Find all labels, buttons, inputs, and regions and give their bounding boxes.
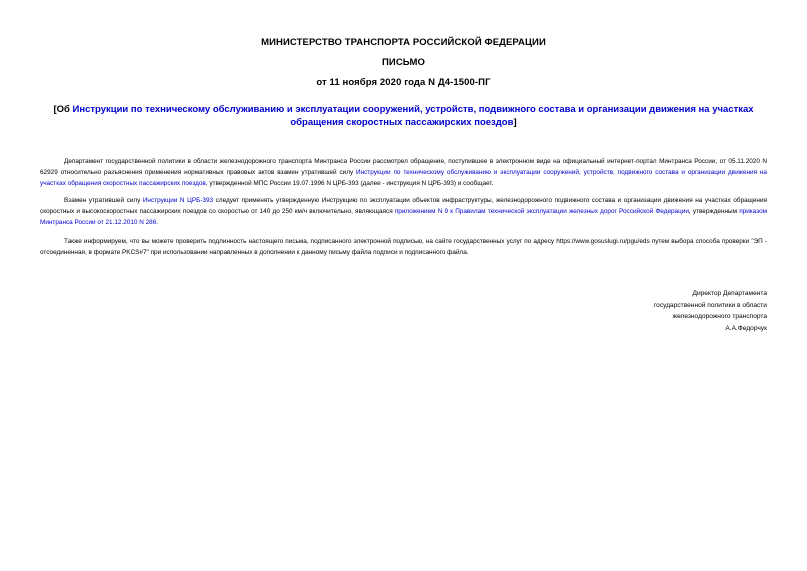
signatory-name: А.А.Федорчук (725, 324, 767, 332)
p2-text-2: следует применять утвержденную Инструкцию по эксплуатации объектов инфраструктуры, железнодорожного подвижного состава и организации движения на участках обращения скоростных и высокоскоростных пассажирских поездов со скоростью от 140 до 250 км/ч включительно, являющаяся (40, 197, 767, 215)
paragraph-3 (40, 236, 767, 258)
document-type-heading: ПИСЬМО (381, 57, 425, 68)
subject-open-bracket: [Об (53, 104, 73, 115)
ministry-heading: МИНИСТЕРСТВО ТРАНСПОРТА РОССИЙСКОЙ ФЕДЕРАЦИИ (261, 37, 546, 48)
p1-text-1: Департамент государственной политики в области железнодорожного транспорта Минтранса России рассмотрел обращение, поступившее в электронном виде на официальный интернет-портал Минтранса России, от 05.11.2020 N 62929 относительно разъяснения применения нормативных правовых актов взамен утратившей силу (40, 158, 767, 176)
paragraph-2 (40, 195, 767, 228)
document-subject (40, 103, 767, 129)
signature-position-line-1: Директор Департамента (692, 290, 767, 297)
p2-text-3: , утвержденным (688, 208, 740, 215)
subject-instruction-link[interactable]: Инструкции по техническому обслуживанию и эксплуатации сооружений, устройств, подвижного состава и организации движения на участках обращения скоростных пассажирских поездов (72, 104, 754, 128)
p2-appendix-link[interactable]: приложением N 9 к Правилам технической эксплуатации железных дорог Российской Федерации (394, 208, 689, 215)
p2-text-1: Взамен утратившей силу (64, 197, 143, 204)
p2-instruction-crb-link[interactable]: Инструкции N ЦРБ-393 (142, 197, 214, 204)
document-date-number: от 11 ноября 2020 года N Д4-1500-ПГ (316, 77, 491, 88)
signature-block (654, 288, 767, 334)
paragraph-1 (40, 156, 767, 189)
signature-position-line-3: железнодорожного транспорта (672, 313, 767, 320)
p2-text-4: . (156, 219, 159, 226)
p3-text-1: Также информируем, что вы можете проверить подлинность настоящего письма, подписанного электронной подписью, на сайте государственных услуг по адресу https://www.gosuslugi.ru/pgu/eds путем выбора способа проверки "ЭП - отсоединенная, в формате PKCS#7" при использовании направленных в дополнении к данному письму файла подписи и подписанного файла. (40, 238, 767, 256)
p1-instruction-link[interactable]: Инструкции по техническому обслуживанию и эксплуатации сооружений, устройств, подвижного состава и организации движения на участках обращения скоростных пассажирских поездов (40, 169, 767, 187)
subject-close-bracket: ] (513, 117, 517, 128)
signature-position-line-2: государственной политики в области (653, 301, 767, 309)
p1-text-2: , утвержденной МПС России 19.07.1996 N ЦРБ-393 (далее - инструкция N ЦРБ-393) и сообщает. (205, 180, 494, 187)
p2-order-link[interactable]: приказом Минтранса России от 21.12.2010 N 286 (40, 208, 768, 226)
